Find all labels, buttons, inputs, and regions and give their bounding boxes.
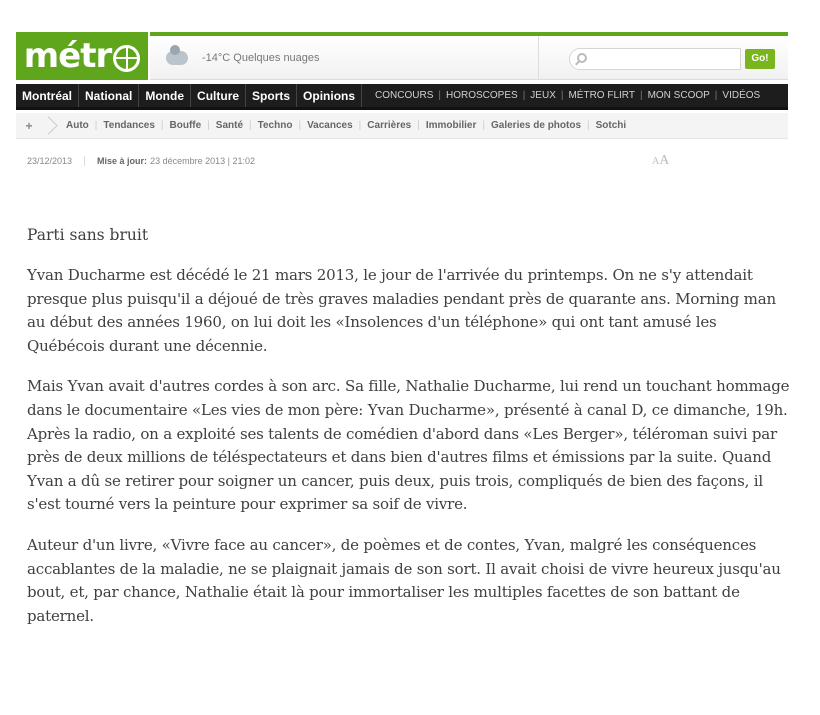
cloud-icon — [166, 51, 188, 65]
subnav-separator: | — [249, 120, 252, 131]
subnav-separator: | — [358, 120, 362, 131]
nav-opinions[interactable]: Opinions — [297, 84, 362, 107]
nav-jeux[interactable]: JEUX — [530, 90, 556, 101]
secondary-nav — [370, 90, 765, 101]
globe-icon — [113, 45, 140, 72]
nav-national[interactable]: National — [79, 84, 139, 107]
search-area — [538, 36, 788, 80]
weather-text: -14°C Quelques nuages — [202, 51, 320, 64]
nav-videos[interactable]: VIDÉOS — [722, 90, 761, 101]
search-icon — [577, 53, 587, 63]
subnav-tendances[interactable]: Tendances — [103, 120, 155, 131]
subnav-vacances[interactable]: Vacances — [307, 120, 353, 131]
updated-date: 23 décembre 2013 | 21:02 — [150, 156, 255, 166]
subnav-separator: | — [298, 120, 302, 131]
nav-concours[interactable]: CONCOURS — [375, 90, 434, 101]
go-button[interactable]: Go! — [745, 49, 775, 69]
subnav-galeries-photos[interactable]: Galeries de photos — [491, 120, 582, 131]
article-meta — [27, 156, 255, 166]
nav-metro-flirt[interactable]: MÉTRO FLIRT — [568, 90, 635, 101]
subnav-separator: | — [482, 120, 485, 131]
search-input[interactable] — [569, 48, 741, 70]
nav-separator: | — [639, 90, 643, 101]
nav-separator: | — [438, 90, 441, 101]
nav-culture[interactable]: Culture — [191, 84, 246, 107]
font-smaller-button[interactable]: A — [652, 156, 660, 167]
nav-separator: | — [714, 90, 718, 101]
subnav-separator: | — [587, 120, 590, 131]
subnav-separator: | — [417, 120, 420, 131]
subnav-separator: | — [207, 120, 210, 131]
updated-label: Mise à jour: — [97, 156, 148, 166]
subnav-carrieres[interactable]: Carrières — [367, 120, 412, 131]
nav-horoscopes[interactable]: HOROSCOPES — [446, 90, 518, 101]
weather-widget[interactable] — [150, 36, 538, 80]
published-date: 23/12/2013 — [27, 156, 85, 166]
plus-icon[interactable]: + — [25, 118, 33, 133]
nav-sports[interactable]: Sports — [246, 84, 297, 107]
article-paragraph: Auteur d'un livre, «Vivre face au cancer», de poèmes et de contes, Yvan, malgré les conséquences accablantes de la maladie, ne se plaignait jamais de son sort. Il avait choisi de vivre heureux jusqu'au bout, et, par chance, Nathalie était là pour immortaliser les multiples facettes de son battant de paternel. — [27, 535, 781, 625]
article-body — [27, 224, 793, 645]
subnav-separator: | — [160, 120, 164, 131]
nav-monde[interactable]: Monde — [139, 84, 191, 107]
logo-text: métr — [23, 36, 112, 76]
subnav-immobilier[interactable]: Immobilier — [425, 120, 477, 131]
nav-separator: | — [560, 90, 564, 101]
metro-logo[interactable] — [16, 32, 148, 80]
subnav-sotchi[interactable]: Sotchi — [595, 120, 627, 131]
subnav-bouffe[interactable]: Bouffe — [169, 120, 202, 131]
chevron-right-icon — [42, 113, 52, 139]
subnav-techno[interactable]: Techno — [257, 120, 293, 131]
article-paragraph: Yvan Ducharme est décédé le 21 mars 2013, le jour de l'arrivée du printemps. On ne s'y attendait presque plus puisqu'il a déjoué de très graves maladies pendant près de quarante ans. Morning man au début des années 1960, on lui doit les «Insolences d'un téléphone» qui ont tant amusé les Québécois durant une décennie. — [27, 266, 776, 355]
font-larger-button[interactable]: A — [659, 153, 670, 168]
article-title: Parti sans bruit — [27, 226, 149, 244]
subnav-separator: | — [94, 120, 98, 131]
main-nav — [16, 84, 788, 110]
font-size-control — [652, 151, 669, 169]
nav-montreal[interactable]: Montréal — [16, 84, 79, 107]
sub-nav — [16, 113, 788, 139]
subnav-sante[interactable]: Santé — [215, 120, 244, 131]
nav-mon-scoop[interactable]: MON SCOOP — [647, 90, 710, 101]
article-paragraph: Mais Yvan avait d'autres cordes à son arc. Sa fille, Nathalie Ducharme, lui rend un touchant hommage dans le documentaire «Les vies de mon père: Yvan Ducharme», présenté à canal D, ce dimanche, 19h. Après la radio, on a exploité ses talents de comédien d'abord dans «Les Berger», téléroman suivi par près de deux millions de téléspectateurs et dans bien d'autres films et émissions par la suite. Quand Yvan a dû se retirer pour soigner un cancer, puis deux, puis trois, compliqués de bien des façons, il s'est tourné vers la peinture pour exprimer sa soif de vivre. — [27, 377, 790, 514]
subnav-auto[interactable]: Auto — [66, 120, 89, 131]
nav-separator: | — [522, 90, 526, 101]
